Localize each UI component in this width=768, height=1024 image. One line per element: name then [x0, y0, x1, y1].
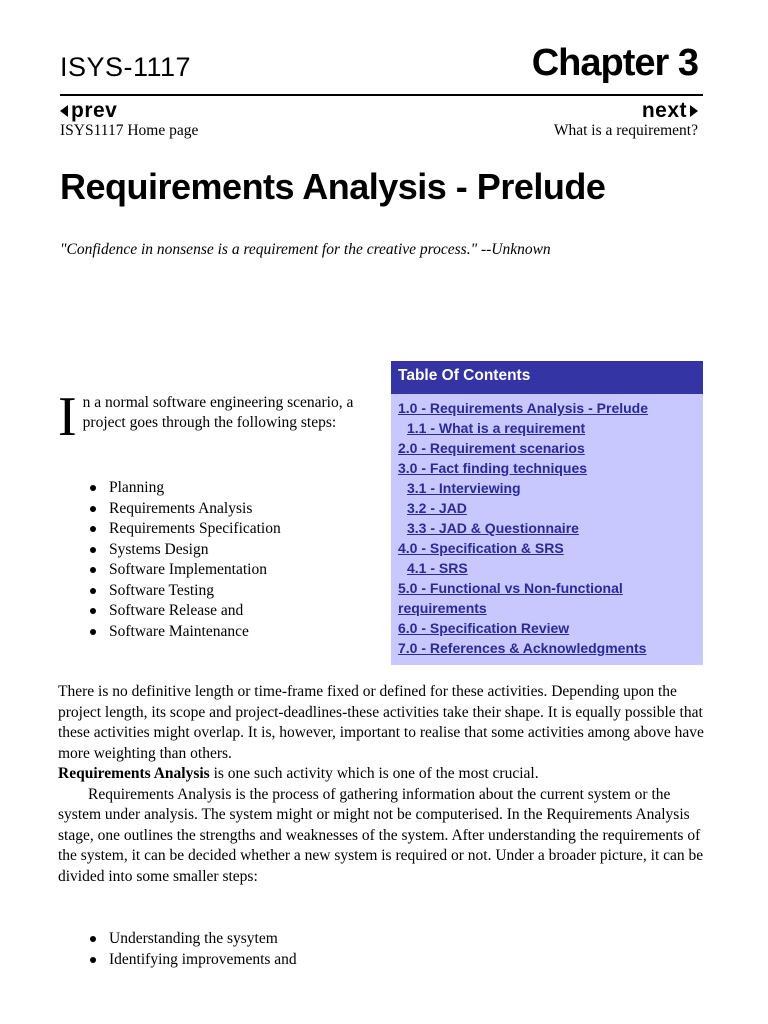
- toc-link[interactable]: 2.0 - Requirement scenarios: [398, 440, 585, 456]
- intro-text: n a normal software engineering scenario, a project goes through the following steps:: [82, 394, 354, 432]
- toc-item: [398, 638, 703, 658]
- paragraph-text: is one such activity which is one of the most crucial.: [209, 765, 539, 782]
- toc-link[interactable]: 4.1 - SRS: [407, 560, 468, 576]
- toc-item: [398, 578, 703, 618]
- list-item: Systems Design: [90, 540, 281, 561]
- prev-link[interactable]: [60, 99, 117, 123]
- list-item: Understanding the sysytem: [90, 929, 297, 950]
- chapter-title: Chapter 3: [531, 42, 698, 84]
- quote: "Confidence in nonsense is a requirement for the creative process." --Unknown: [60, 241, 551, 258]
- toc-item: [398, 498, 703, 518]
- bold-term: Requirements Analysis: [58, 765, 210, 782]
- toc-item: [398, 478, 703, 498]
- toc-item: [398, 458, 703, 478]
- paragraph-text: There is no definitive length or time-frame fixed or defined for these activities. Depending upon the project length, its scope and project-deadlines-these activities take their shape. It is equally possible that these activities might overlap. It is, however, important to realise that some activities among above have more weighting than others.: [58, 683, 704, 762]
- paragraph: [58, 682, 713, 785]
- toc-link[interactable]: 7.0 - References & Acknowledgments: [398, 640, 647, 656]
- toc-list: [391, 394, 703, 658]
- toc-link[interactable]: 3.3 - JAD & Questionnaire: [407, 520, 579, 536]
- steps-list: [90, 478, 281, 642]
- next-topic-link[interactable]: What is a requirement?: [553, 122, 698, 139]
- list-item: Software Implementation: [90, 560, 281, 581]
- toc-link[interactable]: 3.2 - JAD: [407, 500, 467, 516]
- list-item: Requirements Specification: [90, 519, 281, 540]
- list-item: Software Maintenance: [90, 622, 281, 643]
- prev-arrow-icon: [60, 105, 68, 117]
- toc-item: [398, 518, 703, 538]
- toc-link[interactable]: 5.0 - Functional vs Non-functional requirements: [398, 580, 623, 616]
- list-item: Requirements Analysis: [90, 499, 281, 520]
- toc-item: [398, 398, 703, 418]
- toc-link[interactable]: 3.0 - Fact finding techniques: [398, 460, 588, 476]
- header-divider: [60, 94, 703, 96]
- list-item: Identifying improvements and: [90, 950, 297, 971]
- toc-item: [398, 418, 703, 438]
- list-item: Software Testing: [90, 581, 281, 602]
- prev-label: prev: [71, 99, 118, 122]
- table-of-contents: [391, 361, 703, 665]
- list-item: Software Release and: [90, 601, 281, 622]
- next-label: next: [641, 99, 687, 122]
- toc-item: [398, 618, 703, 638]
- toc-heading: Table Of Contents: [391, 361, 703, 394]
- steps-list-2: [90, 929, 297, 970]
- next-arrow-icon: [690, 105, 698, 117]
- dropcap: I: [58, 386, 77, 448]
- next-link[interactable]: [642, 99, 698, 123]
- toc-link[interactable]: 1.0 - Requirements Analysis - Prelude: [398, 400, 649, 416]
- body-text: [58, 682, 713, 887]
- home-page-link[interactable]: ISYS1117 Home page: [60, 122, 199, 139]
- paragraph: Requirements Analysis is the process of gathering information about the current system or the system under analysis. The system might or might not be computerised. In the Requirements Analysis stage, one outlines the strengths and weaknesses of the system. After understanding the requirements of the system, it can be decided whether a new system is required or not. Under a broader picture, it can be divided into some smaller steps:: [58, 785, 704, 885]
- toc-item: [398, 538, 703, 558]
- course-code: ISYS-1117: [60, 52, 192, 82]
- toc-link[interactable]: 3.1 - Interviewing: [407, 480, 521, 496]
- intro-paragraph: [58, 386, 368, 448]
- page-title: Requirements Analysis - Prelude: [60, 166, 606, 207]
- toc-item: [398, 558, 703, 578]
- toc-link[interactable]: 4.0 - Specification & SRS: [398, 540, 564, 556]
- toc-link[interactable]: 6.0 - Specification Review: [398, 620, 570, 636]
- toc-item: [398, 438, 703, 458]
- toc-link[interactable]: 1.1 - What is a requirement: [407, 420, 586, 436]
- list-item: Planning: [90, 478, 281, 499]
